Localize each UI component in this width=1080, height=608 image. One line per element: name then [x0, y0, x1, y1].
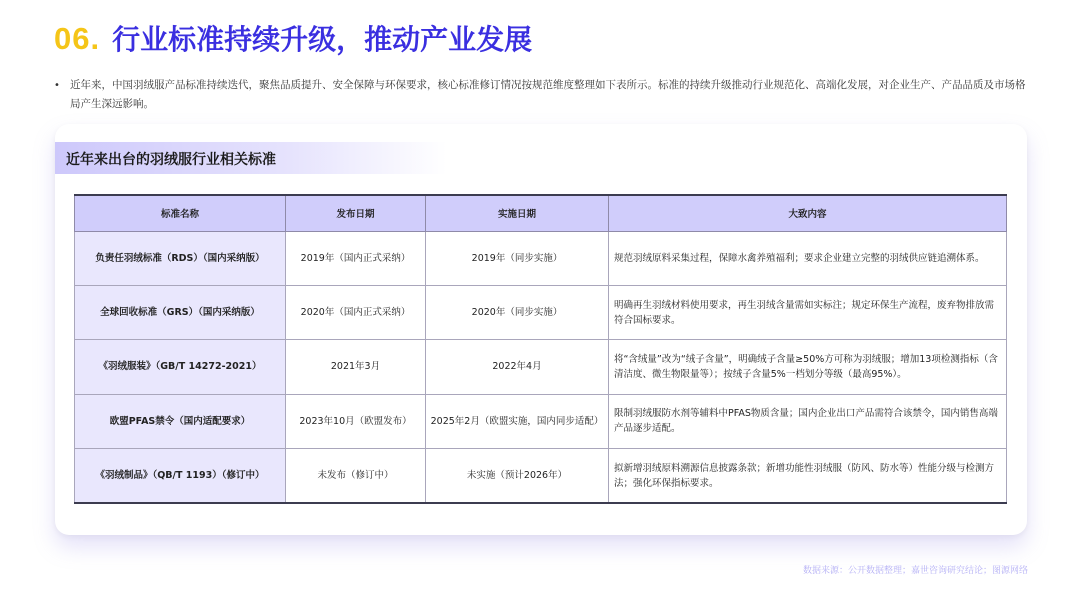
publish-date: 2023年10月（欧盟发布） [286, 394, 426, 448]
effective-date: 2020年（同步实施） [426, 285, 609, 339]
standard-content: 将“含绒量”改为“绒子含量”，明确绒子含量≥50%方可称为羽绒服；增加13项检测指标（含清洁度、微生物限量等）；按绒子含量5%一档划分等级（最高95%）。 [609, 340, 1007, 394]
table-header-row [75, 195, 1007, 231]
publish-date: 未发布（修订中） [286, 449, 426, 503]
table-row [75, 340, 1007, 394]
standard-content: 限制羽绒服防水剂等辅料中PFAS物质含量；国内企业出口产品需符合该禁令，国内销售高端产品逐步适配。 [609, 394, 1007, 448]
card-title-banner [55, 142, 447, 174]
standards-table [74, 194, 1007, 504]
intro-paragraph [54, 76, 1034, 114]
standard-content: 明确再生羽绒材料使用要求，再生羽绒含量需如实标注；规定环保生产流程，废弃物排放需符合国标要求。 [609, 285, 1007, 339]
effective-date: 2019年（同步实施） [426, 231, 609, 285]
bullet-icon: • [54, 80, 60, 91]
publish-date: 2019年（国内正式采纳） [286, 231, 426, 285]
header-standard-name: 标准名称 [75, 195, 286, 231]
publish-date: 2020年（国内正式采纳） [286, 285, 426, 339]
effective-date: 未实施（预计2026年） [426, 449, 609, 503]
standard-content: 拟新增羽绒原料溯源信息披露条款；新增功能性羽绒服（防风、防水等）性能分级与检测方法；强化环保指标要求。 [609, 449, 1007, 503]
standard-name: 《羽绒服装》（GB/T 14272-2021） [75, 340, 286, 394]
header-effective-date: 实施日期 [426, 195, 609, 231]
section-title: 行业标准持续升级，推动产业发展 [112, 23, 533, 56]
standard-content: 规范羽绒原料采集过程，保障水禽养殖福利；要求企业建立完整的羽绒供应链追溯体系。 [609, 231, 1007, 285]
page-title [54, 18, 532, 58]
effective-date: 2022年4月 [426, 340, 609, 394]
standard-name: 负责任羽绒标准（RDS）（国内采纳版） [75, 231, 286, 285]
data-source-note: 数据来源：公开数据整理；嘉世咨询研究结论；图源网络 [802, 566, 1028, 576]
standard-name: 《羽绒制品》（QB/T 1193）（修订中） [75, 449, 286, 503]
standard-name: 欧盟PFAS禁令（国内适配要求） [75, 394, 286, 448]
section-number: 06. [54, 21, 101, 56]
table-row [75, 394, 1007, 448]
table-row [75, 449, 1007, 503]
standards-card [55, 124, 1027, 535]
intro-text: 近年来，中国羽绒服产品标准持续迭代，聚焦品质提升、安全保障与环保要求，核心标准修订情况按规范维度整理如下表所示。标准的持续升级推动行业规范化、高端化发展，对企业生产、产品品质及市场格局产生深远影响。 [70, 79, 1026, 110]
publish-date: 2021年3月 [286, 340, 426, 394]
standard-name: 全球回收标准（GRS）（国内采纳版） [75, 285, 286, 339]
table-row [75, 231, 1007, 285]
effective-date: 2025年2月（欧盟实施，国内同步适配） [426, 394, 609, 448]
table-row [75, 285, 1007, 339]
header-publish-date: 发布日期 [286, 195, 426, 231]
card-title: 近年来出台的羽绒服行业相关标准 [66, 152, 276, 168]
header-content: 大致内容 [609, 195, 1007, 231]
